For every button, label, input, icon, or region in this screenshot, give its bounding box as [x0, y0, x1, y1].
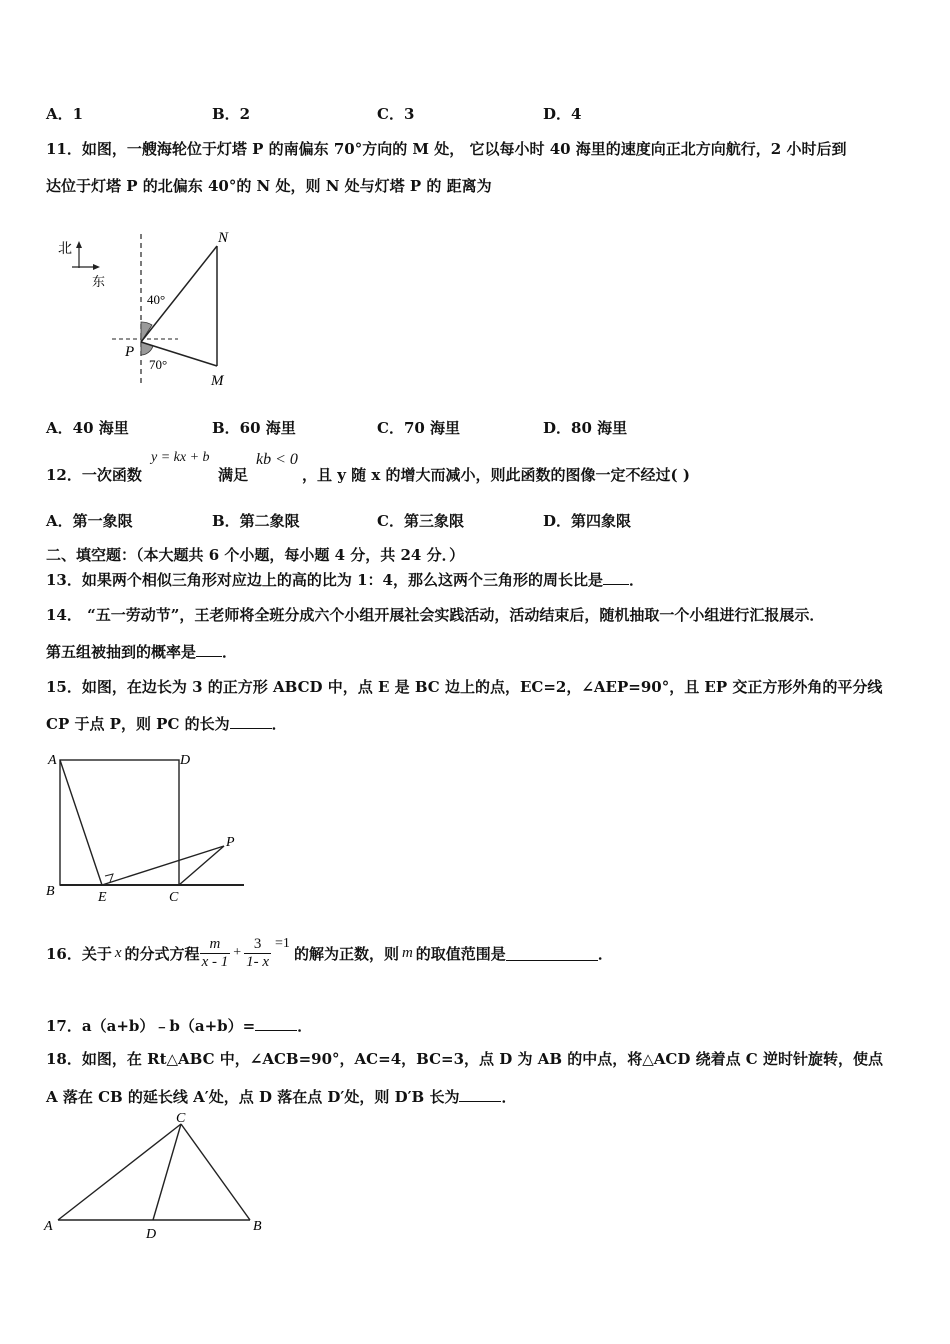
segment-CD	[153, 1124, 181, 1220]
label-M: M	[211, 373, 224, 389]
q10-option-b: B．2	[212, 105, 251, 123]
label-P: P	[226, 835, 235, 850]
q11-option-c: C．70 海里	[377, 419, 461, 437]
q10-option-a: A．1	[46, 105, 84, 123]
fraction-m-over-x-minus-1: $\frac{m}{x - 1}$	[201, 935, 229, 970]
label-C: C	[176, 1112, 186, 1126]
label-P: P	[125, 344, 135, 360]
q11-line2: 达位于灯塔 P 的北偏东 40°的 N 处，则 N 处与灯塔 P 的 距离为	[46, 177, 492, 195]
q11-option-a: A．40 海里	[46, 419, 129, 437]
q11-line1: 11．如图，一艘海轮位于灯塔 P 的南偏东 70°方向的 M 处， 它以每小时 40 海里的速度向正北方向航行，2 小时后到	[46, 140, 847, 158]
segment-AE	[60, 760, 102, 885]
east-label: 东	[92, 274, 106, 289]
q18-line2: A 落在 CB 的延长线 A′处，点 D 落在点 D′处，则 D′B 长为 ．	[46, 1088, 517, 1106]
q11-option-b: B．60 海里	[212, 419, 296, 437]
label-D: D	[180, 753, 191, 768]
label-A: A	[48, 753, 57, 768]
q12-mid: 满足	[218, 466, 249, 484]
segment-AC	[58, 1124, 181, 1220]
q15-figure	[42, 748, 252, 912]
q11-figure	[50, 222, 260, 398]
segment-CP	[179, 846, 224, 885]
segment-EP	[102, 846, 224, 885]
q18-figure	[42, 1112, 272, 1248]
q16-answer-blank[interactable]	[506, 946, 598, 961]
q18-line1: 18．如图，在 Rt△ABC 中，∠ACB=90°，AC=4，BC=3，点 D 为 AB 的中点，将△ACD 绕着点 C 逆时针旋转，使点	[46, 1050, 883, 1068]
q11-option-d: D．80 海里	[543, 419, 628, 437]
q16-var-m: m	[401, 944, 413, 961]
angle-70-label: 70°	[149, 357, 168, 372]
q13-text: 13．如果两个相似三角形对应边上的高的比为 1：4，那么这两个三角形的周长比是 ．	[46, 571, 644, 589]
label-D: D	[146, 1227, 157, 1242]
label-B: B	[46, 884, 55, 899]
segment-CB	[181, 1124, 250, 1220]
q12-option-a: A．第一象限	[46, 512, 133, 530]
q13-answer-blank[interactable]	[603, 570, 629, 585]
q15-answer-blank[interactable]	[230, 714, 272, 729]
q18-answer-blank[interactable]	[459, 1087, 501, 1102]
q15-line2: CP 于点 P，则 PC 的长为 ．	[46, 715, 287, 733]
label-C: C	[169, 890, 179, 905]
q16-var-x: x	[114, 944, 122, 961]
label-A: A	[44, 1219, 53, 1234]
angle-40-label: 40°	[147, 292, 166, 307]
right-angle-marker	[105, 874, 113, 882]
q12-prefix: 12．一次函数	[46, 466, 142, 484]
q16-line: 16．关于 x 的分式方程 $\frac{m}{x - 1}$ + $\frac{3}{1- x}$ =1 的解为正数，则 m 的取值范围是 ．	[46, 935, 613, 970]
q14-line1: 14． “五一劳动节”，王老师将全班分成六个小组开展社会实践活动，活动结束后，随机抽取一个小组进行汇报展示．	[46, 606, 825, 624]
q12-condition: kb < 0	[256, 451, 298, 468]
q17-answer-blank[interactable]	[255, 1016, 297, 1031]
q10-option-c: C．3	[377, 105, 415, 123]
q14-answer-blank[interactable]	[196, 642, 222, 657]
fraction-3-over-1-minus-x: $\frac{3}{1- x}$	[246, 935, 270, 970]
q10-option-d: D．4	[543, 105, 582, 123]
label-B: B	[253, 1219, 262, 1234]
q12-option-c: C．第三象限	[377, 512, 464, 530]
q17-text: 17．a（a+b）﹣b（a+b）= ．	[46, 1017, 313, 1035]
q12-suffix: ，且 y 随 x 的增大而减小，则此函数的图像一定不经过( )	[302, 466, 690, 484]
q12-option-d: D．第四象限	[543, 512, 632, 530]
section-2-heading: 二、填空题：（本大题共 6 个小题，每小题 4 分，共 24 分．）	[46, 546, 465, 564]
q14-line2: 第五组被抽到的概率是 ．	[46, 643, 238, 661]
label-E: E	[98, 890, 107, 905]
q15-line1: 15．如图，在边长为 3 的正方形 ABCD 中，点 E 是 BC 边上的点，EC=2，∠AEP=90°，且 EP 交正方形外角的平分线	[46, 678, 883, 696]
q12-option-b: B．第二象限	[212, 512, 300, 530]
label-N: N	[218, 230, 229, 246]
q12-function: y = kx + b	[151, 450, 210, 465]
north-label: 北	[58, 242, 72, 257]
